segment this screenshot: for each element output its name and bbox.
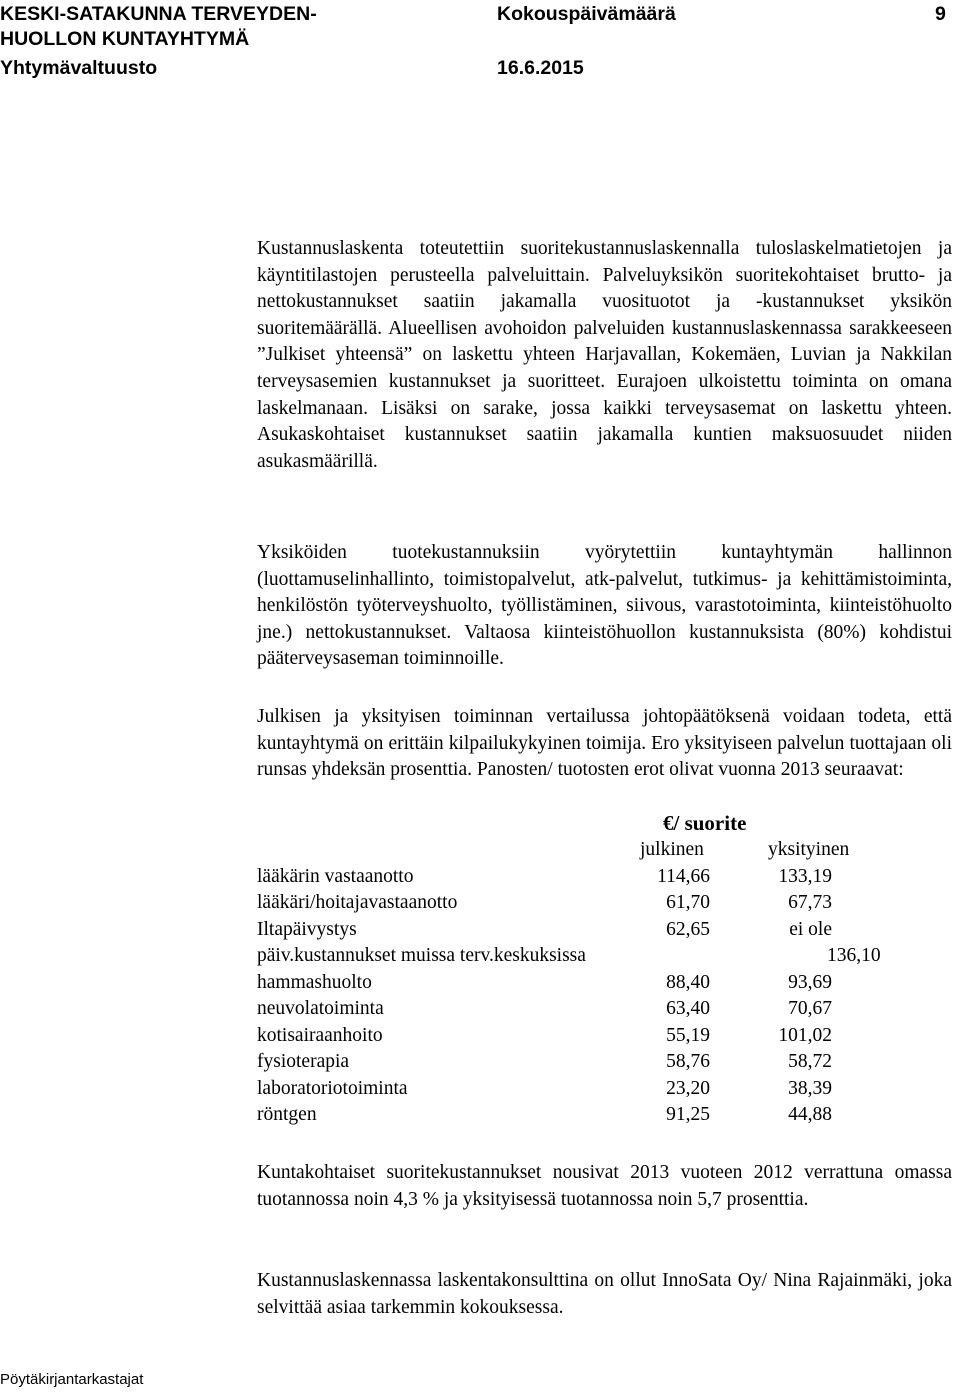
row-label: Iltapäivystys — [257, 919, 357, 940]
public-cost: 88,40 — [666, 972, 710, 993]
public-cost: 63,40 — [666, 998, 710, 1019]
page-number: 9 — [935, 3, 946, 25]
organization-name-line2: HUOLLON KUNTAYHTYMÄ — [0, 28, 250, 50]
table-row — [257, 892, 877, 918]
table-row — [257, 972, 877, 998]
table-row — [257, 1104, 877, 1130]
row-label: lääkäri/hoitajavastaanotto — [257, 892, 458, 913]
public-cost: 58,76 — [666, 1051, 710, 1072]
paragraph-cost-increase: Kuntakohtaiset suoritekustannukset nousivat 2013 vuoteen 2012 verrattuna omassa tuotannossa noin 4,3 % ja yksityisessä tuotannossa noin 5,7 prosenttia. — [257, 1162, 952, 1210]
public-cost: 61,70 — [666, 892, 710, 913]
row-label: fysioterapia — [257, 1051, 350, 1072]
row-label: röntgen — [257, 1104, 317, 1125]
public-cost: 23,20 — [666, 1078, 710, 1099]
table-row — [257, 919, 877, 945]
table-row — [257, 1025, 877, 1051]
paragraph-overhead-allocation: Yksiköiden tuotekustannuksiin vyörytettiin kuntayhtymän hallinnon (luottamuselinhallinto, toimistopalvelut, atk-palvelut, tutkimus- ja kehittämistoiminta, henkilöstön työterveyshuolto, työllistäminen, siivous, varastotoiminta, kiinteistöhuolto jne.) nettokustannukset. Valtaosa kiinteistöhuollon kustannuksista (80%) kohdistui pääterveysaseman toiminnoille. — [257, 542, 952, 670]
table-row — [257, 866, 877, 892]
column-header-private: yksityinen — [768, 839, 850, 860]
table-row — [257, 1078, 877, 1104]
cost-per-unit-heading: €/ suorite — [663, 811, 747, 835]
row-label: neuvolatoiminta — [257, 998, 384, 1019]
private-cost: 38,39 — [788, 1078, 832, 1099]
table-row — [257, 998, 877, 1024]
paragraph-consultant: Kustannuslaskennassa laskentakonsulttina on ollut InnoSata Oy/ Nina Rajainmäki, joka selvittää asiaa tarkemmin kokouksessa. — [257, 1270, 952, 1318]
row-label: laboratoriotoiminta — [257, 1078, 408, 1099]
meeting-date-label: Kokouspäivämäärä — [497, 3, 676, 25]
table-row — [257, 1051, 877, 1077]
public-cost: 62,65 — [666, 919, 710, 940]
meeting-body: Yhtymävaltuusto — [0, 57, 158, 79]
row-label: lääkärin vastaanotto — [257, 866, 414, 887]
public-cost: 91,25 — [666, 1104, 710, 1125]
organization-name-line1: KESKI-SATAKUNNA TERVEYDEN- — [0, 3, 317, 25]
private-cost: 44,88 — [788, 1104, 832, 1125]
paragraph-cost-calculation: Kustannuslaskenta toteutettiin suoritekustannuslaskennalla tuloslaskelmatietojen ja käyntitilastojen perusteella palveluittain. Palveluyksikön suoritekohtaiset brutto- ja nettokustannukset saatiin jakamalla vuosituotot ja -kustannukset yksikön suoritemäärällä. Alueellisen avohoidon palveluiden kustannuslaskennassa sarakkeeseen ”Julkiset yhteensä” on laskettu yhteen Harjavallan, Kokemäen, Luvian ja Nakkilan terveysasemien kustannukset ja suoritteet. Eurajoen ulkoistettu toiminta on omana laskelmanaan. Lisäksi on sarake, jossa kaikki terveysasemat on laskettu yhteen. Asukaskohtaiset kustannukset saatiin jakamalla kuntien maksuosuudet niiden asukasmäärillä. — [257, 238, 952, 472]
row-label: päiv.kustannukset muissa terv.keskuksissa — [257, 945, 586, 966]
private-cost: ei ole — [789, 919, 832, 940]
private-cost: 67,73 — [788, 892, 832, 913]
paragraph-comparison: Julkisen ja yksityisen toiminnan vertailussa johtopäätöksenä voidaan todeta, että kuntayhtymä on erittäin kilpailukykyinen toimija. Ero yksityiseen palvelun tuottajaan oli runsas yhdeksän prosenttia. Panosten/ tuotosten erot olivat vuonna 2013 seuraavat: — [257, 706, 952, 781]
private-cost: 136,10 — [827, 945, 881, 966]
footer-inspectors-label: Pöytäkirjantarkastajat — [0, 1371, 144, 1388]
private-cost: 58,72 — [788, 1051, 832, 1072]
public-cost: 55,19 — [666, 1025, 710, 1046]
private-cost: 70,67 — [788, 998, 832, 1019]
private-cost: 133,19 — [778, 866, 832, 887]
private-cost: 93,69 — [788, 972, 832, 993]
column-header-public: julkinen — [640, 839, 704, 860]
meeting-date: 16.6.2015 — [497, 57, 584, 79]
public-cost: 114,66 — [657, 866, 710, 887]
row-label: kotisairaanhoito — [257, 1025, 383, 1046]
table-row — [257, 945, 881, 971]
private-cost: 101,02 — [778, 1025, 832, 1046]
row-label: hammashuolto — [257, 972, 372, 993]
